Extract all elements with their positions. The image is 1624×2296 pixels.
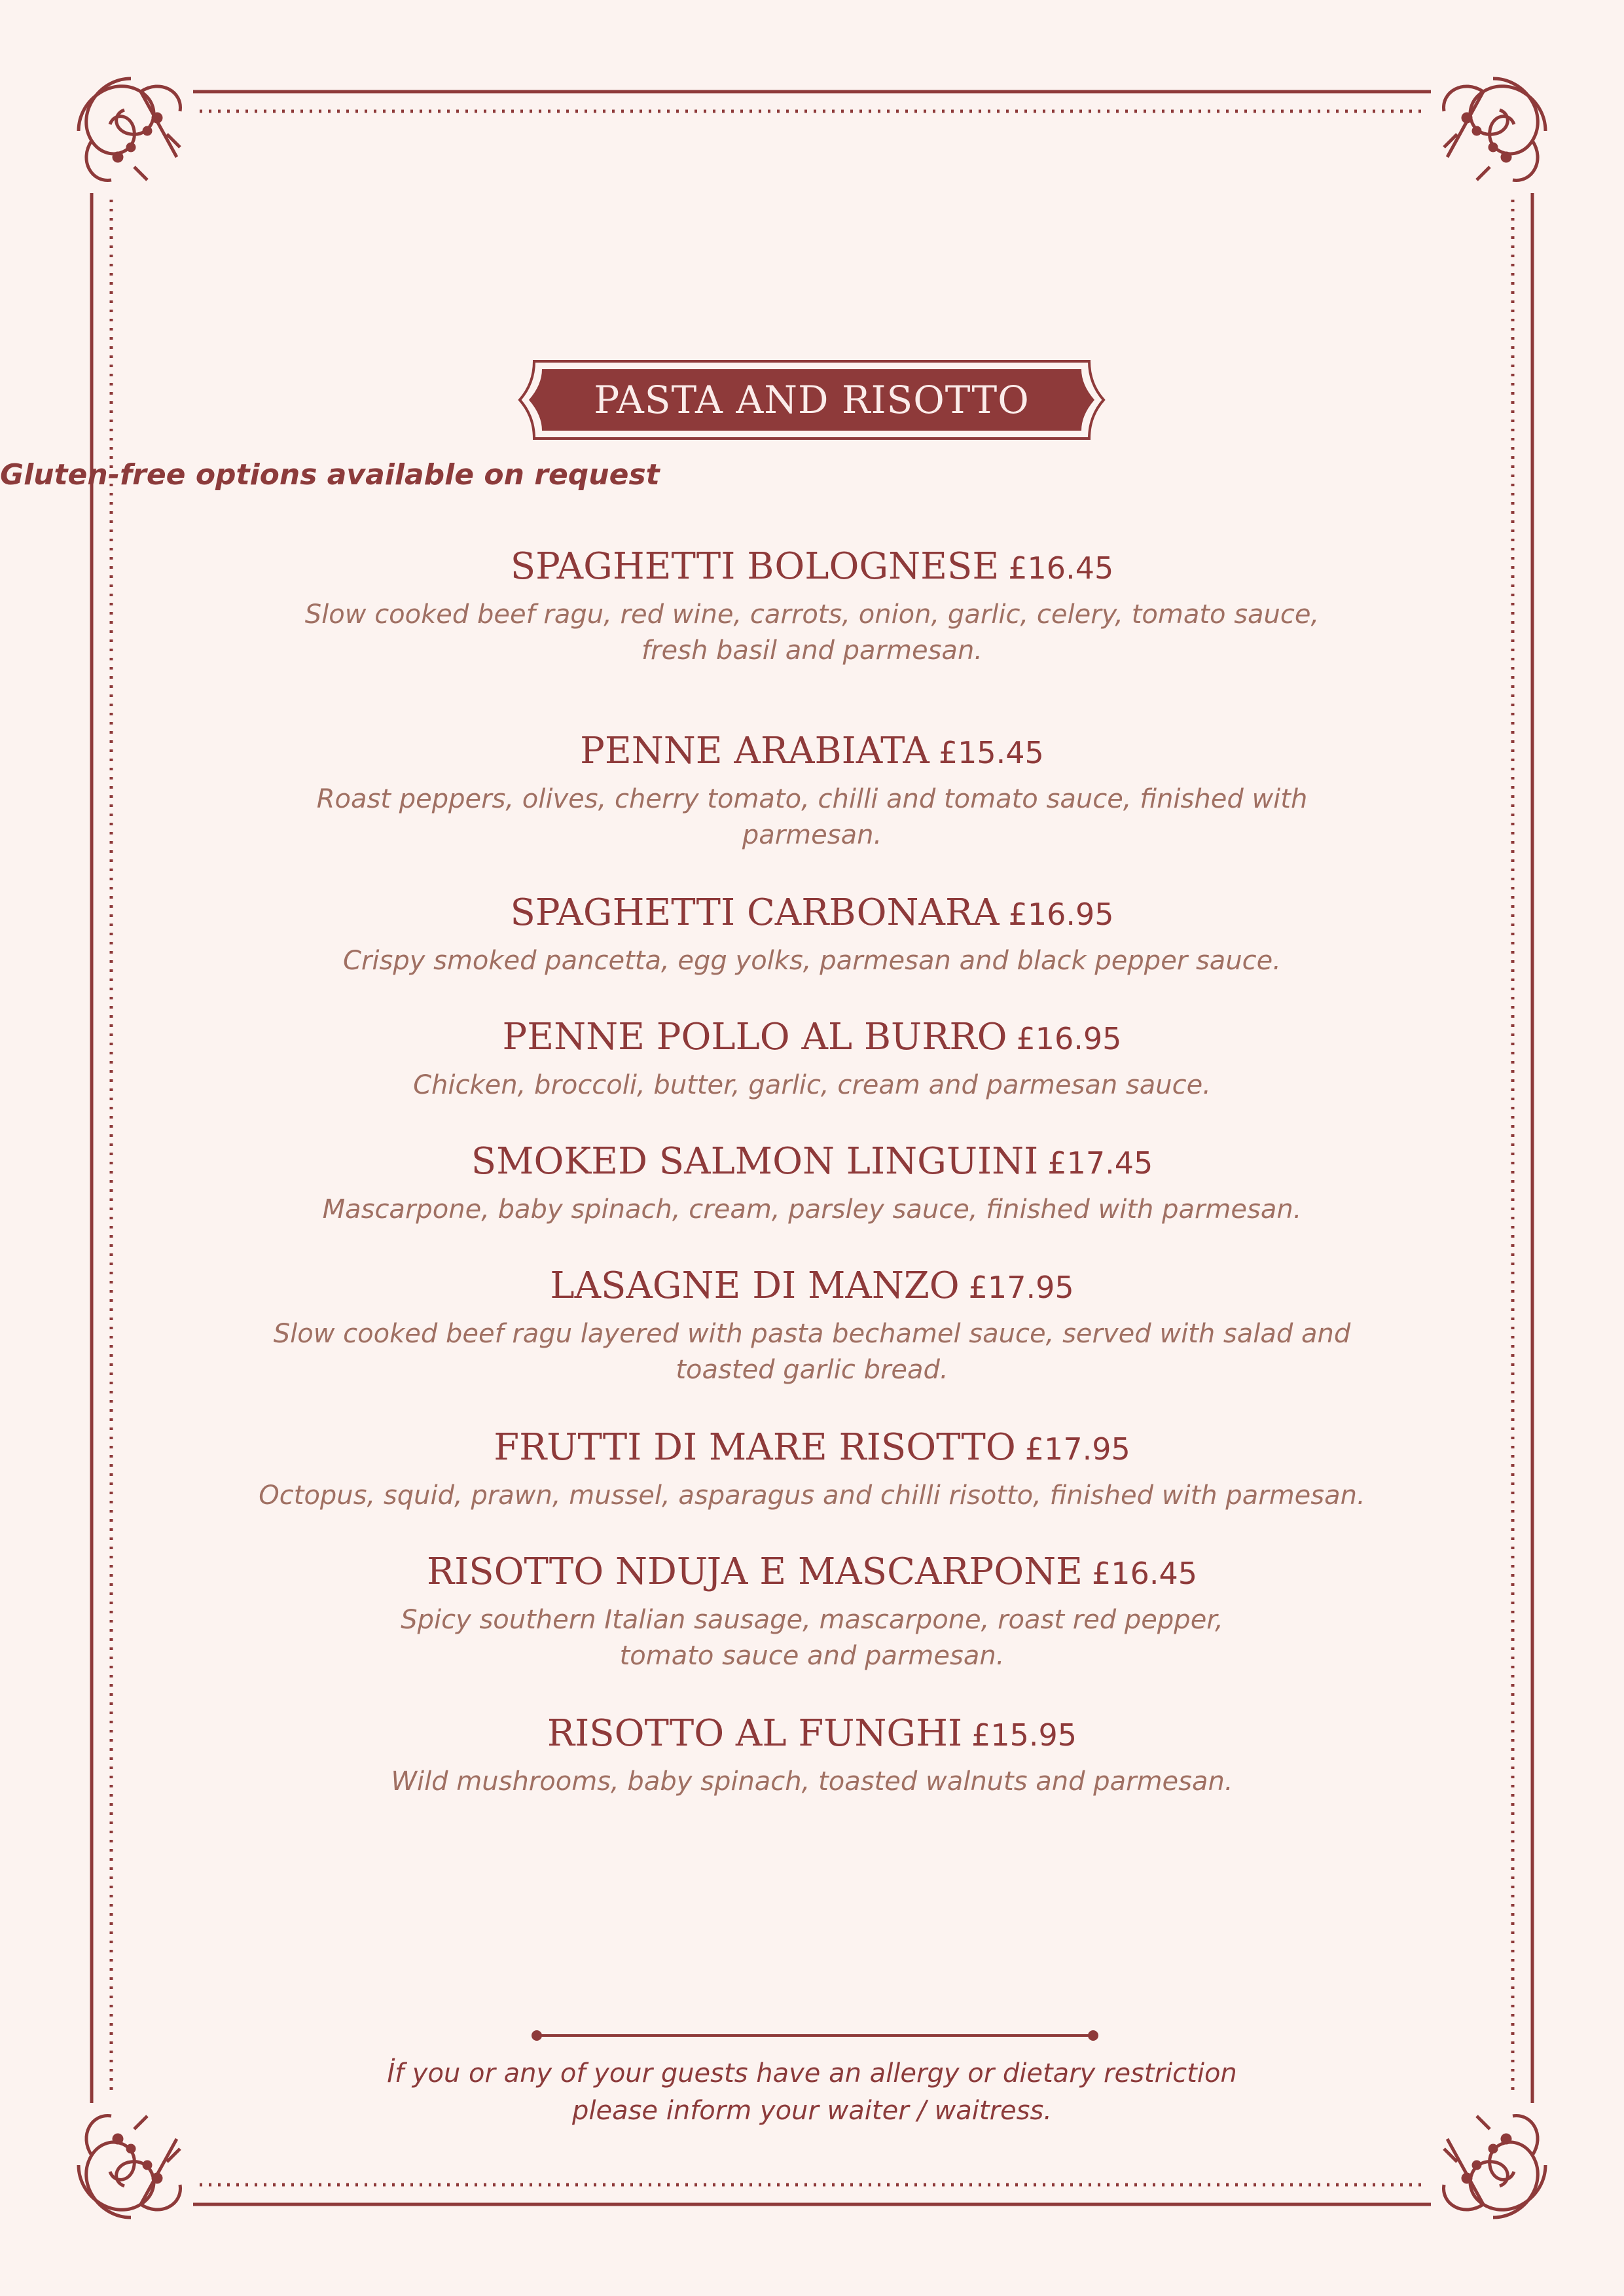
menu-items [0,537,1624,1800]
item-name: SMOKED SALMON LINGUINI [471,1140,1039,1183]
item-price: £17.45 [1047,1145,1153,1181]
item-name: RISOTTO AL FUNGHI [547,1712,963,1755]
footer-divider [530,2029,1100,2042]
item-description-line: Slow cooked beef ragu, red wine, carrots, onion, garlic, celery, tomato sauce, [304,600,1320,630]
item-description-line: tomato sauce and parmesan. [619,1641,1005,1671]
item-price: £16.95 [1008,897,1114,932]
item-description [249,1067,1375,1103]
item-price: £15.45 [938,735,1044,770]
menu-item [158,1418,1467,1514]
menu-item [158,1256,1467,1388]
section-banner [517,359,1106,441]
item-description-line: Crispy smoked pancetta, egg yolks, parmesan and black pepper sauce. [343,946,1281,976]
item-description [249,1764,1375,1800]
item-price: £16.45 [1092,1556,1197,1591]
item-description-line: Spicy southern Italian sausage, mascarpone, roast red pepper, [401,1605,1223,1635]
menu-item [158,1132,1467,1228]
item-description-line: Slow cooked beef ragu layered with pasta bechamel sauce, served with salad and [273,1319,1351,1349]
item-name: PENNE POLLO AL BURRO [502,1016,1007,1058]
item-description-line: Mascarpone, baby spinach, cream, parsley sauce, finished with parmesan. [322,1194,1302,1225]
item-name: FRUTTI DI MARE RISOTTO [494,1426,1016,1469]
item-description-line: Roast peppers, olives, cherry tomato, chilli and tomato sauce, finished with parmesan. [316,784,1308,850]
item-price: £17.95 [968,1270,1074,1305]
item-description [249,1602,1375,1674]
item-description [249,943,1375,979]
item-price: £15.95 [971,1717,1077,1753]
menu-item [158,1007,1467,1103]
item-description-line: toasted garlic bread. [676,1355,948,1385]
gluten-free-note: Gluten-free options available on request [0,458,660,492]
item-price: £17.95 [1024,1431,1130,1467]
menu-item [158,1704,1467,1800]
menu-item [158,883,1467,979]
item-price: £16.95 [1016,1021,1122,1056]
menu-item [158,537,1467,669]
item-description [249,597,1375,669]
item-description-line: fresh basil and parmesan. [641,636,983,666]
item-description [249,1192,1375,1228]
item-name: SPAGHETTI BOLOGNESE [510,545,1000,588]
menu-item [158,1542,1467,1674]
item-price: £16.45 [1008,550,1114,586]
section-title: PASTA AND RISOTTO [594,378,1030,422]
item-description-line: Wild mushrooms, baby spinach, toasted walnuts and parmesan. [391,1767,1233,1797]
item-description-line: Chicken, broccoli, butter, garlic, cream and parmesan sauce. [413,1070,1211,1100]
item-name: PENNE ARABIATA [580,730,929,772]
item-description-line: Octopus, squid, prawn, mussel, asparagus and chilli risotto, finished with parmesan. [259,1480,1365,1511]
menu-item [158,721,1467,853]
allergy-note-line: please inform your waiter / waitress. [571,2096,1053,2126]
item-name: SPAGHETTI CARBONARA [510,891,1000,934]
allergy-note-line: İf you or any of your guests have an allergy or dietary restriction [387,2058,1237,2089]
allergy-note [0,2055,1624,2130]
item-description [249,1316,1375,1388]
item-name: RISOTTO NDUJA E MASCARPONE [426,1551,1083,1593]
item-name: LASAGNE DI MANZO [550,1265,960,1307]
item-description [249,781,1375,853]
item-description [249,1478,1375,1514]
